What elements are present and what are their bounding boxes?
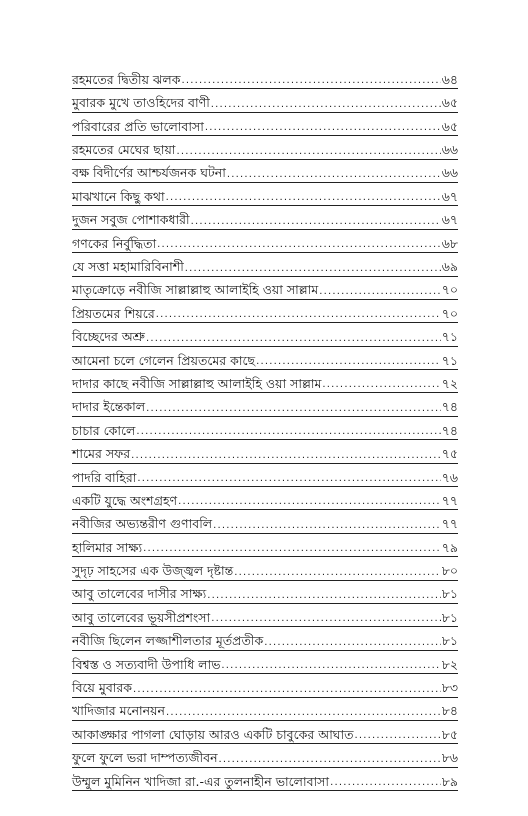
toc-entry-title: উম্মুল মুমিনিন খাদিজা রা.-এর তুলনাহীন ভালোবাসা bbox=[72, 773, 330, 789]
toc-entry-title: চাচার কোলে bbox=[72, 422, 136, 438]
toc-entry-page-number: ৭৬ bbox=[441, 469, 458, 485]
toc-entry-page-number: ৭৫ bbox=[441, 446, 458, 462]
dot-leader bbox=[133, 685, 441, 695]
toc-entry-page-number: ৬৭ bbox=[441, 212, 458, 228]
toc-entry-title: গণকের নির্বুদ্ধিতা bbox=[72, 235, 157, 251]
toc-entry-page-number: ৭৯ bbox=[441, 539, 458, 555]
toc-entry bbox=[72, 698, 458, 721]
toc-entry bbox=[72, 347, 458, 370]
toc-entry-title: খাদিজার মনোনয়ন bbox=[72, 703, 165, 719]
toc-entry-title: আবু তালেবের ভূয়সীপ্রশংসা bbox=[72, 609, 211, 625]
toc-entry bbox=[72, 393, 458, 416]
toc-entry-title: বিয়ে মুবারক bbox=[72, 680, 133, 696]
toc-entry-page-number: ৬৭ bbox=[441, 188, 458, 204]
toc-entry-title: রহমতের মেঘের ছায়া bbox=[72, 142, 176, 158]
toc-entry-title: বিশ্বস্ত ও সত্যবাদী উপাধি লাভ bbox=[72, 656, 221, 672]
dot-leader bbox=[137, 474, 440, 484]
toc-entry-title: সুদৃঢ় সাহসের এক উজ্জ্বল দৃষ্টান্ত bbox=[72, 563, 234, 579]
toc-entry-page-number: ৮১ bbox=[441, 586, 458, 602]
toc-entry bbox=[72, 277, 458, 300]
toc-entry bbox=[72, 370, 458, 393]
toc-entry-title: পরিবারের প্রতি ভালোবাসা bbox=[72, 118, 204, 134]
toc-entry-title: মাঝখানে কিছু কথা bbox=[72, 188, 165, 204]
toc-entry-page-number: ৬৫ bbox=[441, 118, 458, 134]
toc-entry-page-number: ৬৬ bbox=[441, 165, 458, 181]
toc-entry-page-number: ৮২ bbox=[441, 656, 458, 672]
toc-entry-page-number: ৭০ bbox=[441, 282, 458, 298]
toc-entry-page-number: ৭৭ bbox=[441, 492, 458, 508]
toc-entry bbox=[72, 89, 458, 112]
toc-entry bbox=[72, 253, 458, 276]
toc-entry-page-number: ৮৯ bbox=[441, 773, 458, 789]
toc-entry bbox=[72, 744, 458, 767]
toc-entry-title: হালিমার সাক্ষ্য bbox=[72, 539, 143, 555]
toc-entry bbox=[72, 66, 458, 89]
toc-entry-page-number: ৮০ bbox=[441, 563, 458, 579]
toc-entry bbox=[72, 417, 458, 440]
toc-entry-title: দাদার ইন্তেকাল bbox=[72, 399, 146, 415]
toc-entry-title: নবীজি ছিলেন লজ্জাশীলতার মূর্তপ্রতীক bbox=[72, 633, 264, 649]
dot-leader bbox=[264, 638, 441, 648]
dot-leader bbox=[146, 404, 441, 414]
toc-entry bbox=[72, 581, 458, 604]
toc-entry bbox=[72, 721, 458, 744]
toc-entry-page-number: ৭১ bbox=[441, 329, 458, 345]
toc-entry-page-number: ৬৯ bbox=[441, 259, 458, 275]
toc-entry-page-number: ৮১ bbox=[441, 609, 458, 625]
toc-entry bbox=[72, 768, 458, 791]
dot-leader bbox=[319, 287, 441, 297]
toc-entry-title: আবু তালেবের দাসীর সাক্ষ্য bbox=[72, 586, 207, 602]
toc-entry-page-number: ৬৮ bbox=[441, 235, 458, 251]
toc-entry-page-number: ৬৪ bbox=[441, 71, 458, 87]
dot-leader bbox=[181, 76, 440, 86]
dot-leader bbox=[227, 170, 441, 180]
toc-entry-page-number: ৭২ bbox=[441, 375, 458, 391]
toc-entry-page-number: ৭৭ bbox=[441, 516, 458, 532]
dot-leader bbox=[157, 240, 441, 250]
toc-entry-title: মুবারক মুখে তাওহিদের বাণী bbox=[72, 95, 210, 111]
dot-leader bbox=[131, 451, 441, 461]
toc-entry-page-number: ৭০ bbox=[441, 305, 458, 321]
dot-leader bbox=[207, 591, 441, 601]
toc-entry bbox=[72, 183, 458, 206]
dot-leader bbox=[176, 147, 440, 157]
dot-leader bbox=[355, 731, 441, 741]
toc-entry bbox=[72, 136, 458, 159]
table-of-contents bbox=[72, 66, 458, 791]
toc-entry bbox=[72, 206, 458, 229]
toc-entry-title: দুজন সবুজ পোশাকধারী bbox=[72, 212, 190, 228]
dot-leader bbox=[166, 708, 441, 718]
dot-leader bbox=[330, 778, 441, 788]
toc-entry-title: যে সত্তা মহামারিবিনাশী bbox=[72, 259, 184, 275]
toc-entry-title: নবীজির অভ্যন্তরীণ গুণাবলি bbox=[72, 516, 213, 532]
dot-leader bbox=[211, 100, 441, 110]
toc-entry-page-number: ৬৬ bbox=[441, 142, 458, 158]
dot-leader bbox=[205, 123, 441, 133]
dot-leader bbox=[234, 568, 440, 578]
toc-entry-page-number: ৮৩ bbox=[441, 680, 458, 696]
toc-entry-page-number: ৭১ bbox=[441, 352, 458, 368]
dot-leader bbox=[191, 217, 441, 227]
toc-entry-title: দাদার কাছে নবীজি সাল্লাল্লাহু আলাইহি ওয়া সাল্লাম bbox=[72, 375, 322, 391]
toc-entry-page-number: ৮৬ bbox=[441, 750, 458, 766]
dot-leader bbox=[178, 497, 441, 507]
toc-entry bbox=[72, 300, 458, 323]
dot-leader bbox=[322, 380, 440, 390]
toc-entry bbox=[72, 230, 458, 253]
toc-entry-title: শামের সফর bbox=[72, 446, 131, 462]
toc-entry bbox=[72, 323, 458, 346]
toc-entry-title: বক্ষ বিদীর্ণের আশ্চর্যজনক ঘটনা bbox=[72, 165, 226, 181]
toc-entry bbox=[72, 113, 458, 136]
toc-entry-title: প্রিয়তমের শিয়রে bbox=[72, 305, 155, 321]
toc-entry-page-number: ৬৫ bbox=[441, 95, 458, 111]
toc-entry-title: ফুলে ফুলে ভরা দাম্পত্যজীবন bbox=[72, 750, 218, 766]
toc-entry-page-number: ৮৫ bbox=[441, 726, 458, 742]
toc-entry-title: রহমতের দ্বিতীয় ঝলক bbox=[72, 71, 181, 87]
toc-entry bbox=[72, 440, 458, 463]
toc-entry-title: মাতৃক্রোড়ে নবীজি সাল্লাল্লাহু আলাইহি ওয়া সাল্লাম bbox=[72, 282, 319, 298]
toc-entry bbox=[72, 534, 458, 557]
dot-leader bbox=[256, 357, 441, 367]
toc-entry bbox=[72, 674, 458, 697]
dot-leader bbox=[219, 755, 441, 765]
dot-leader bbox=[136, 427, 440, 437]
dot-leader bbox=[213, 521, 441, 531]
dot-leader bbox=[143, 544, 441, 554]
dot-leader bbox=[166, 193, 441, 203]
toc-entry-title: আকাঙ্ক্ষার পাগলা ঘোড়ায় আরও একটি চাবুকের আঘাত bbox=[72, 726, 354, 742]
toc-entry-page-number: ৮১ bbox=[441, 633, 458, 649]
toc-entry bbox=[72, 627, 458, 650]
toc-entry bbox=[72, 464, 458, 487]
dot-leader bbox=[156, 310, 441, 320]
toc-entry-page-number: ৭৪ bbox=[441, 422, 458, 438]
toc-entry bbox=[72, 604, 458, 627]
dot-leader bbox=[221, 661, 440, 671]
toc-entry-page-number: ৭৪ bbox=[441, 399, 458, 415]
toc-entry-title: একটি যুদ্ধে অংশগ্রহণ bbox=[72, 492, 178, 508]
toc-entry bbox=[72, 160, 458, 183]
dot-leader bbox=[211, 614, 441, 624]
toc-entry-title: আমেনা চলে গেলেন প্রিয়তমের কাছে bbox=[72, 352, 256, 368]
toc-entry bbox=[72, 487, 458, 510]
toc-entry bbox=[72, 557, 458, 580]
toc-entry bbox=[72, 651, 458, 674]
toc-entry-title: বিচ্ছেদের অশ্রু bbox=[72, 329, 145, 345]
toc-entry bbox=[72, 510, 458, 533]
toc-entry-title: পাদরি বাহিরা bbox=[72, 469, 137, 485]
toc-entry-page-number: ৮৪ bbox=[441, 703, 458, 719]
dot-leader bbox=[185, 264, 441, 274]
dot-leader bbox=[146, 334, 441, 344]
